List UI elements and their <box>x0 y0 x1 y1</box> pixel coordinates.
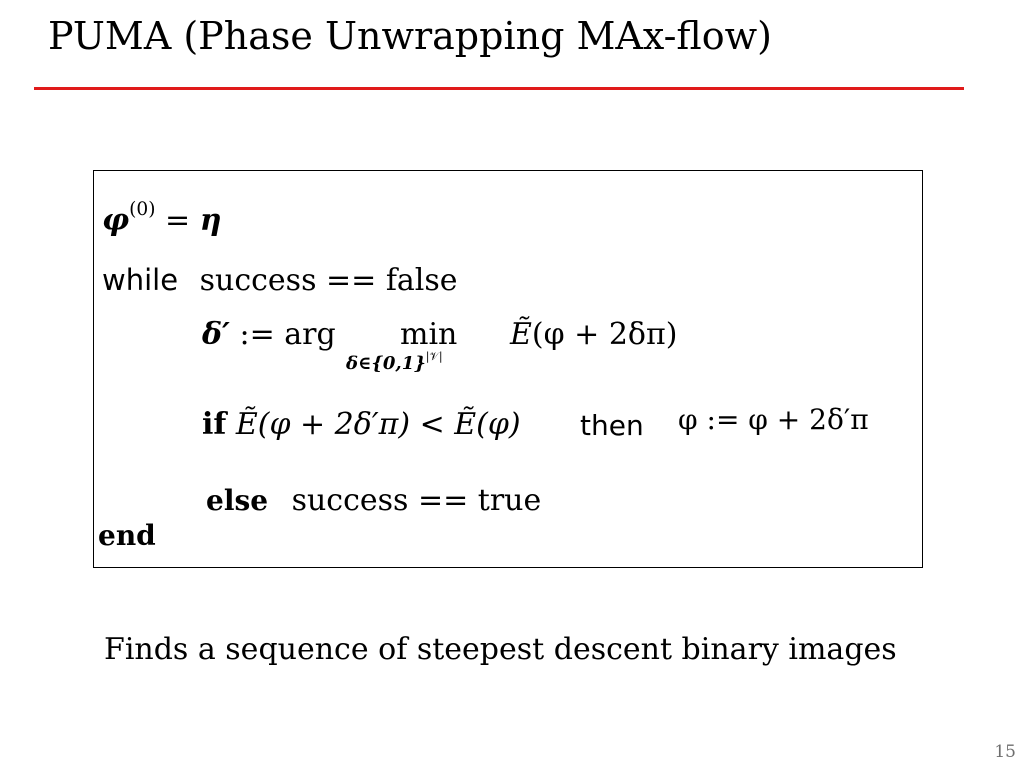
argmin-delta-prime: δ′ <box>202 317 230 352</box>
algorithm-box <box>93 170 923 568</box>
argmin-line <box>202 317 345 352</box>
else-line <box>206 483 541 518</box>
title-rule <box>34 87 964 90</box>
page-number: 15 <box>994 742 1016 762</box>
if-condition-left: Ẽ(φ + 2δ′π) < <box>235 407 455 442</box>
init-line <box>102 199 222 238</box>
if-keyword: if <box>202 407 227 442</box>
init-equals: = <box>155 203 200 238</box>
min-subscript-power: |𝒱| <box>425 350 443 364</box>
if-condition-right: Ẽ(φ) <box>454 407 521 442</box>
min-subscript <box>346 350 443 374</box>
min-operator: min <box>400 317 458 352</box>
if-update: φ := φ + 2δ′π <box>678 403 869 436</box>
then-keyword: then <box>580 409 644 442</box>
slide-title: PUMA (Phase Unwrapping MAx-flow) <box>48 14 773 58</box>
end-keyword: end <box>98 519 156 552</box>
argmin-assign: := arg <box>229 317 346 352</box>
else-statement: success == true <box>291 483 542 518</box>
while-keyword: while <box>102 263 179 297</box>
while-condition: success == false <box>199 263 458 298</box>
while-line <box>102 263 458 298</box>
init-eta: η <box>199 203 222 238</box>
energy-e-tilde: Ẽ <box>510 317 532 352</box>
argmin-argument: (φ + 2δπ) <box>531 317 678 352</box>
init-phi: φ <box>102 203 130 238</box>
else-keyword: else <box>206 484 269 517</box>
argmin-energy <box>510 317 677 352</box>
init-superscript: (0) <box>129 199 156 221</box>
slide-caption: Finds a sequence of steepest descent binary images <box>104 632 897 667</box>
min-subscript-set: δ∈{0,1} <box>346 353 426 374</box>
if-line <box>202 407 521 442</box>
